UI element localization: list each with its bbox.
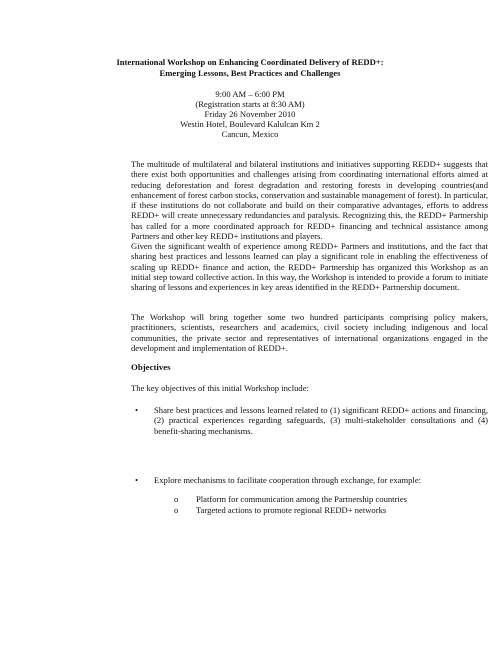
sub-bullet-marker: o <box>174 494 179 504</box>
objective-item-1: Share best practices and lessons learned related to (1) significant REDD+ actions and financing, (2) practical experiences regarding safeguards, (3) multi-stakeholder consultations and (4) benefit-sharing mechanisms. <box>154 405 488 436</box>
event-date: Friday 26 November 2010 <box>204 109 296 119</box>
sub-bullet-marker: o <box>174 505 179 515</box>
paragraph-1: The multitude of multilateral and bilateral institutions and initiatives supporting REDD+ suggests that there exist both opportunities and challenges arising from coordinating international efforts aimed at reducing deforestation and forest degradation and restoring forests in developing countries(and enhancement of forest carbon stocks, conservation and sustainable management of forest). In particular, if these institutions do not collaborate and build on their comparative advantages, efforts to address REDD+ will create unnecessary redundancies and paralysis. Recognizing this, the REDD+ Partnership has called for a more coordinated approach for REDD+ financing and technical assistance among Partners and other key REDD+ institutions and players. <box>131 159 488 242</box>
title-line-2: Emerging Lessons, Best Practices and Challenges <box>159 68 341 78</box>
event-details <box>90 89 410 139</box>
sub-item-2: Targeted actions to promote regional REDD+ networks <box>196 505 387 515</box>
title-line-1: International Workshop on Enhancing Coordinated Delivery of REDD+: <box>116 57 384 67</box>
objectives-heading: Objectives <box>131 362 171 372</box>
sub-item-1: Platform for communication among the Partnership countries <box>196 494 407 504</box>
event-time: 9:00 AM – 6:00 PM <box>215 89 285 99</box>
bullet-marker: • <box>135 405 139 415</box>
document-title <box>40 57 460 79</box>
event-city: Cancun, Mexico <box>221 129 279 139</box>
objective-item-2: Explore mechanisms to facilitate cooperation through exchange, for example: <box>154 475 422 485</box>
bullet-marker: • <box>135 475 139 485</box>
paragraph-3: The Workshop will bring together some two hundred participants comprising policy makers, practitioners, scientists, researchers and academics, civil society including indigenous and local communities, the private sector and representatives of international organizations engaged in the development and implementation of REDD+. <box>131 312 488 353</box>
event-registration: (Registration starts at 8:30 AM) <box>195 99 305 109</box>
event-venue: Westin Hotel, Boulevard Kalulcan Km 2 <box>180 119 320 129</box>
objectives-intro: The key objectives of this initial Workshop include: <box>131 383 309 393</box>
paragraph-2: Given the significant wealth of experience among REDD+ Partners and institutions, and the fact that sharing best practices and lessons learned can play a significant role in enabling the effectiveness of scaling up REDD+ finance and action, the REDD+ Partnership has organized this Workshop as an initial step toward collective action. In this way, the Workshop is intended to provide a forum to initiate sharing of lessons and experiences in key areas identified in the REDD+ Partnership document. <box>131 241 488 293</box>
